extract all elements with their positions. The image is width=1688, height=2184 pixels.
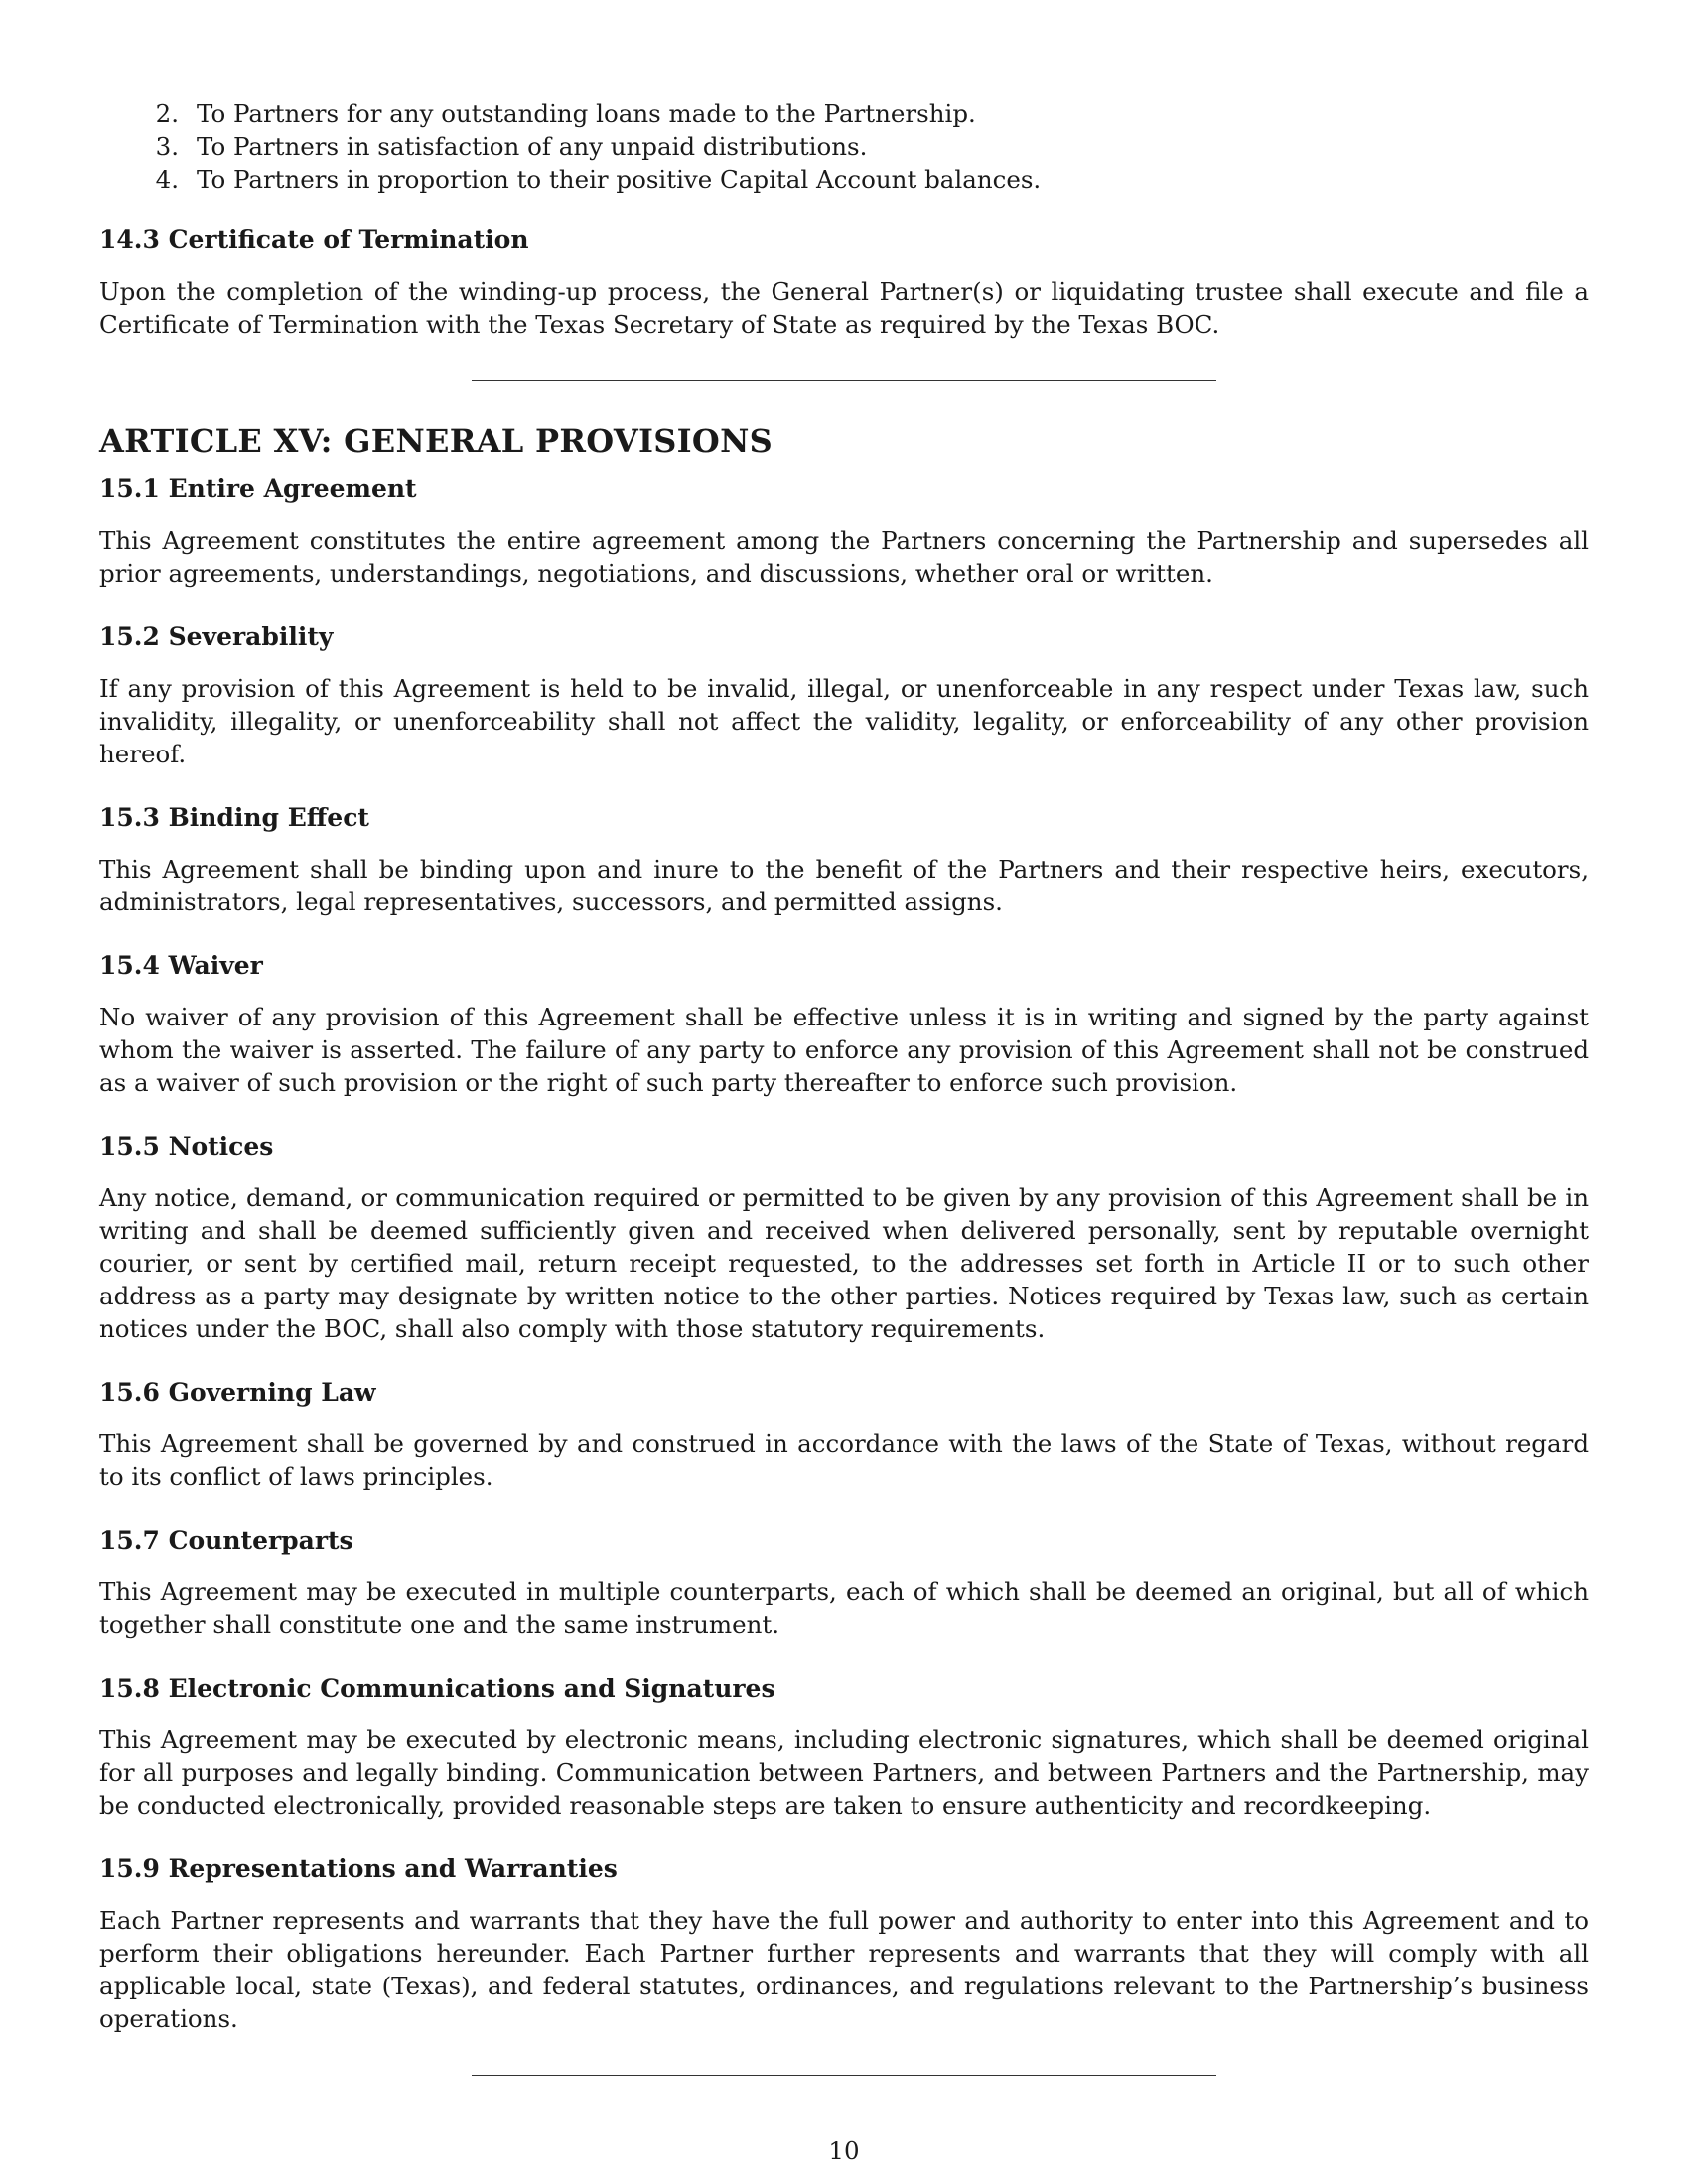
section-body-15-7: This Agreement may be executed in multiple counterparts, each of which shall be deemed an original, but all of which together shall constitute one and the same instrument.	[99, 1577, 1589, 1639]
section-body-15-5: Any notice, demand, or communication required or permitted to be given by any provision of this Agreement shall be in writing and shall be deemed sufficiently given and received when delivered personally, sent by reputable overnight courier, or sent by certified mail, return receipt requested, to the addresses set forth in Article II or to such other address as a party may designate by written notice to the other parties. Notices required by Texas law, such as certain notices under the BOC, shall also comply with those statutory requirements.	[99, 1183, 1589, 1343]
section-heading-15-4: 15.4 Waiver	[99, 951, 263, 980]
list-item	[99, 130, 1589, 163]
list-item	[99, 163, 1589, 196]
section-body-15-8: This Agreement may be executed by electronic means, including electronic signatures, which shall be deemed original for all purposes and legally binding. Communication between Partners, and between Partners and the Partnership, may be conducted electronically, provided reasonable steps are taken to ensure authenticity and recordkeeping.	[99, 1725, 1589, 1820]
section-heading-15-2: 15.2 Severability	[99, 622, 334, 651]
section-body-14-3: Upon the completion of the winding-up process, the General Partner(s) or liquidating trustee shall execute and file a Certificate of Termination with the Texas Secretary of State as required by the Texas BOC.	[99, 277, 1589, 339]
section-heading-15-9: 15.9 Representations and Warranties	[99, 1854, 618, 1883]
section-heading-15-5: 15.5 Notices	[99, 1132, 274, 1160]
section-divider	[472, 2075, 1216, 2076]
section-heading-15-7: 15.7 Counterparts	[99, 1526, 353, 1555]
list-item	[99, 97, 1589, 130]
article-title: ARTICLE XV: GENERAL PROVISIONS	[99, 422, 774, 460]
list-item-text: To Partners in satisfaction of any unpaid distributions.	[197, 132, 868, 161]
distribution-priority-list	[99, 97, 1589, 196]
list-item-number: 4.	[155, 165, 179, 194]
section-heading-14-3: 14.3 Certificate of Termination	[99, 225, 529, 254]
section-body-15-1: This Agreement constitutes the entire agreement among the Partners concerning the Partnership and supersedes all prior agreements, understandings, negotiations, and discussions, whether oral or written.	[99, 526, 1589, 588]
section-heading-15-6: 15.6 Governing Law	[99, 1378, 376, 1407]
list-item-number: 3.	[155, 132, 179, 161]
page-number: 10	[828, 2136, 860, 2165]
section-body-15-4: No waiver of any provision of this Agreement shall be effective unless it is in writing and signed by the party against whom the waiver is asserted. The failure of any party to enforce any provision of this Agreement shall not be construed as a waiver of such provision or the right of such party thereafter to enforce such provision.	[99, 1003, 1589, 1097]
section-body-15-9: Each Partner represents and warrants that they have the full power and authority to enter into this Agreement and to perform their obligations hereunder. Each Partner further represents and warrants that they will comply with all applicable local, state (Texas), and federal statutes, ordinances, and regulations relevant to the Partnership’s business operations.	[99, 1906, 1589, 2033]
document-page	[99, 97, 1589, 2076]
section-heading-15-3: 15.3 Binding Effect	[99, 803, 369, 832]
section-body-15-2: If any provision of this Agreement is held to be invalid, illegal, or unenforceable in any respect under Texas law, such invalidity, illegality, or unenforceability shall not affect the validity, legality, or enforceability of any other provision hereof.	[99, 674, 1589, 768]
section-heading-15-1: 15.1 Entire Agreement	[99, 475, 417, 503]
list-item-number: 2.	[155, 99, 179, 128]
list-item-text: To Partners in proportion to their positive Capital Account balances.	[197, 165, 1042, 194]
section-body-15-6: This Agreement shall be governed by and construed in accordance with the laws of the State of Texas, without regard to its conflict of laws principles.	[99, 1430, 1589, 1491]
list-item-text: To Partners for any outstanding loans made to the Partnership.	[197, 99, 976, 128]
section-body-15-3: This Agreement shall be binding upon and inure to the benefit of the Partners and their respective heirs, executors, administrators, legal representatives, successors, and permitted assigns.	[99, 855, 1589, 916]
section-heading-15-8: 15.8 Electronic Communications and Signatures	[99, 1674, 775, 1703]
